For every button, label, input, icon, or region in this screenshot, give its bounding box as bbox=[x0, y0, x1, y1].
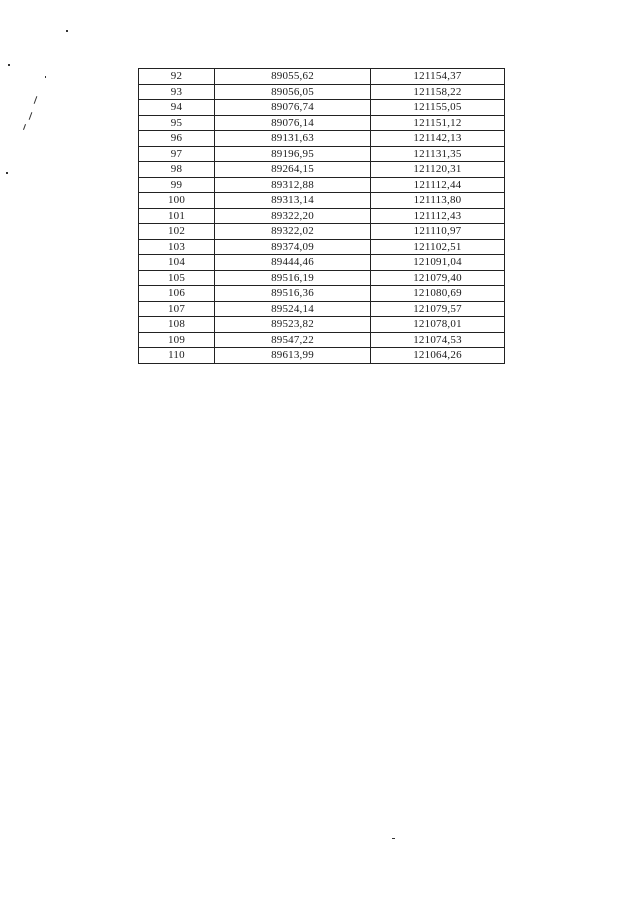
table-row bbox=[139, 177, 505, 193]
point-number-cell: 100 bbox=[139, 193, 215, 209]
y-coordinate-cell: 121074,53 bbox=[371, 332, 505, 348]
scan-speck bbox=[6, 172, 8, 174]
point-number-cell: 107 bbox=[139, 301, 215, 317]
y-coordinate-cell: 121102,51 bbox=[371, 239, 505, 255]
table-row bbox=[139, 100, 505, 116]
x-coordinate-cell: 89524,14 bbox=[215, 301, 371, 317]
point-number-cell: 98 bbox=[139, 162, 215, 178]
x-coordinate-cell: 89516,36 bbox=[215, 286, 371, 302]
y-coordinate-cell: 121155,05 bbox=[371, 100, 505, 116]
table-row bbox=[139, 146, 505, 162]
x-coordinate-cell: 89076,74 bbox=[215, 100, 371, 116]
y-coordinate-cell: 121142,13 bbox=[371, 131, 505, 147]
y-coordinate-cell: 121064,26 bbox=[371, 348, 505, 364]
x-coordinate-cell: 89374,09 bbox=[215, 239, 371, 255]
table-row bbox=[139, 301, 505, 317]
coordinates-table-body bbox=[139, 69, 505, 364]
point-number-cell: 93 bbox=[139, 84, 215, 100]
point-number-cell: 94 bbox=[139, 100, 215, 116]
table-row bbox=[139, 162, 505, 178]
scan-speck bbox=[34, 96, 38, 104]
x-coordinate-cell: 89613,99 bbox=[215, 348, 371, 364]
x-coordinate-cell: 89056,05 bbox=[215, 84, 371, 100]
y-coordinate-cell: 121154,37 bbox=[371, 69, 505, 85]
point-number-cell: 102 bbox=[139, 224, 215, 240]
table-row bbox=[139, 224, 505, 240]
x-coordinate-cell: 89055,62 bbox=[215, 69, 371, 85]
table-row bbox=[139, 69, 505, 85]
x-coordinate-cell: 89131,63 bbox=[215, 131, 371, 147]
y-coordinate-cell: 121112,44 bbox=[371, 177, 505, 193]
y-coordinate-cell: 121113,80 bbox=[371, 193, 505, 209]
table-row bbox=[139, 286, 505, 302]
table-row bbox=[139, 131, 505, 147]
table-row bbox=[139, 317, 505, 333]
point-number-cell: 106 bbox=[139, 286, 215, 302]
table-row bbox=[139, 208, 505, 224]
x-coordinate-cell: 89444,46 bbox=[215, 255, 371, 271]
y-coordinate-cell: 121110,97 bbox=[371, 224, 505, 240]
x-coordinate-cell: 89322,02 bbox=[215, 224, 371, 240]
x-coordinate-cell: 89547,22 bbox=[215, 332, 371, 348]
scan-speck bbox=[29, 112, 33, 120]
point-number-cell: 95 bbox=[139, 115, 215, 131]
table-row bbox=[139, 84, 505, 100]
y-coordinate-cell: 121091,04 bbox=[371, 255, 505, 271]
point-number-cell: 99 bbox=[139, 177, 215, 193]
table-row bbox=[139, 332, 505, 348]
point-number-cell: 101 bbox=[139, 208, 215, 224]
table-row bbox=[139, 193, 505, 209]
point-number-cell: 97 bbox=[139, 146, 215, 162]
x-coordinate-cell: 89516,19 bbox=[215, 270, 371, 286]
x-coordinate-cell: 89076,14 bbox=[215, 115, 371, 131]
table-row bbox=[139, 270, 505, 286]
scan-speck bbox=[392, 838, 395, 839]
point-number-cell: 110 bbox=[139, 348, 215, 364]
x-coordinate-cell: 89312,88 bbox=[215, 177, 371, 193]
scan-speck bbox=[66, 30, 68, 32]
x-coordinate-cell: 89264,15 bbox=[215, 162, 371, 178]
table-row bbox=[139, 115, 505, 131]
x-coordinate-cell: 89313,14 bbox=[215, 193, 371, 209]
y-coordinate-cell: 121079,40 bbox=[371, 270, 505, 286]
point-number-cell: 105 bbox=[139, 270, 215, 286]
point-number-cell: 108 bbox=[139, 317, 215, 333]
y-coordinate-cell: 121112,43 bbox=[371, 208, 505, 224]
coordinates-table bbox=[138, 68, 505, 364]
scan-speck bbox=[45, 76, 46, 78]
y-coordinate-cell: 121131,35 bbox=[371, 146, 505, 162]
point-number-cell: 96 bbox=[139, 131, 215, 147]
x-coordinate-cell: 89322,20 bbox=[215, 208, 371, 224]
y-coordinate-cell: 121158,22 bbox=[371, 84, 505, 100]
scan-speck bbox=[23, 124, 26, 130]
y-coordinate-cell: 121151,12 bbox=[371, 115, 505, 131]
y-coordinate-cell: 121120,31 bbox=[371, 162, 505, 178]
y-coordinate-cell: 121079,57 bbox=[371, 301, 505, 317]
point-number-cell: 92 bbox=[139, 69, 215, 85]
point-number-cell: 103 bbox=[139, 239, 215, 255]
table-row bbox=[139, 348, 505, 364]
y-coordinate-cell: 121078,01 bbox=[371, 317, 505, 333]
table-row bbox=[139, 239, 505, 255]
y-coordinate-cell: 121080,69 bbox=[371, 286, 505, 302]
x-coordinate-cell: 89196,95 bbox=[215, 146, 371, 162]
table-row bbox=[139, 255, 505, 271]
point-number-cell: 104 bbox=[139, 255, 215, 271]
scan-speck bbox=[8, 64, 10, 66]
point-number-cell: 109 bbox=[139, 332, 215, 348]
x-coordinate-cell: 89523,82 bbox=[215, 317, 371, 333]
